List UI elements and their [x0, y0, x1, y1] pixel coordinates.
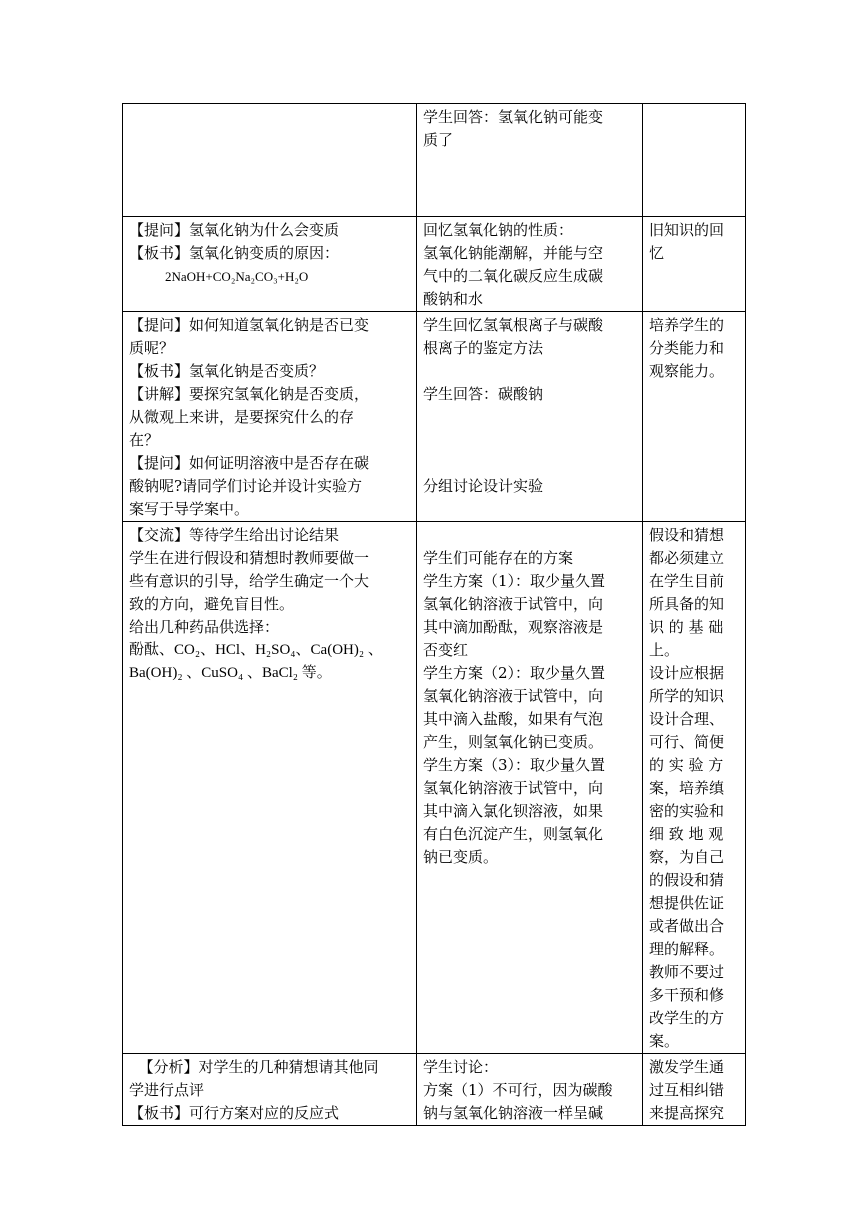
text-line: 质了 — [423, 131, 454, 149]
text-line: 想提供佐证 — [649, 894, 725, 912]
text-line: 理的解释。 — [649, 940, 725, 958]
text-line: 观察能力。 — [649, 362, 725, 380]
teacher-activity-cell — [123, 522, 417, 1054]
text-line: 酸钠呢?请同学们讨论并设计实验方 — [129, 477, 363, 495]
text-line: 所学的知识 — [649, 687, 725, 705]
chemical-equation: 2NaOH+CO₂Na₂CO₃+H₂O — [165, 269, 309, 284]
student-activity-cell — [417, 312, 643, 522]
text-line: 【板书】可行方案对应的反应式 — [129, 1104, 340, 1122]
text-line: 产生，则氢氧化钠已变质。 — [423, 733, 604, 751]
spacer — [423, 360, 638, 383]
text-line: 学生们可能存在的方案 — [423, 549, 574, 567]
design-purpose-cell — [643, 312, 746, 522]
text-line: 设计合理、 — [649, 710, 725, 728]
reagent-list: Ba(OH)₂ 、CuSO₄ 、BaCl₂ 等。 — [129, 665, 332, 681]
text-line: 上。 — [649, 641, 680, 659]
text-line: 改学生的方 — [649, 1009, 725, 1027]
table-row — [123, 522, 746, 1054]
text-line: 【板书】氢氧化钠是否变质？ — [129, 362, 325, 380]
text-line: 其中滴入氯化钡溶液，如果 — [423, 802, 604, 820]
student-activity-cell — [417, 217, 643, 312]
text-line: 【提问】氢氧化钠为什么会变质 — [129, 221, 340, 239]
text-line: 给出几种药品供选择： — [129, 618, 280, 636]
design-purpose-cell — [643, 1054, 746, 1126]
design-purpose-cell — [643, 217, 746, 312]
text-line: 假设和猜想 — [649, 526, 725, 544]
text-line: 的假设和猜 — [649, 871, 725, 889]
text-line: 钠已变质。 — [423, 848, 499, 866]
table-row — [123, 312, 746, 522]
text-line: 酸钠和水 — [423, 290, 484, 308]
text-line: 学生回答：氢氧化钠可能变 — [423, 108, 604, 126]
text-line: 学生方案（3）：取少量久置 — [423, 756, 606, 774]
teacher-activity-cell — [123, 312, 417, 522]
text-line: 所具备的知 — [649, 595, 725, 613]
text-line: 培养学生的 — [649, 316, 725, 334]
student-activity-cell — [417, 522, 643, 1054]
text-line: 否变红 — [423, 641, 469, 659]
text-line: 致的方向，避免盲目性。 — [129, 595, 295, 613]
text-line: 质呢？ — [129, 339, 175, 357]
text-line: 识 的 基 础 — [649, 618, 724, 636]
text-line: 来提高探究 — [649, 1104, 725, 1122]
spacer — [423, 406, 638, 429]
lesson-plan-table — [122, 103, 746, 1126]
text-line: 过互相纠错 — [649, 1081, 725, 1099]
text-line: 的 实 验 方 — [649, 756, 724, 774]
text-line: 分组讨论设计实验 — [423, 477, 544, 495]
reagent-list: 酚酞、CO₂、HCl、H₂SO₄、Ca(OH)₂ 、 — [129, 642, 383, 658]
text-line: 多干预和修 — [649, 986, 725, 1004]
text-line: 【板书】氢氧化钠变质的原因： — [129, 244, 340, 262]
text-line: 有白色沉淀产生，则氢氧化 — [423, 825, 604, 843]
text-line: 根离子的鉴定方法 — [423, 339, 544, 357]
text-line: 在？ — [129, 431, 160, 449]
text-line: 氢氧化钠溶液于试管中，向 — [423, 595, 604, 613]
text-line: 钠与氢氧化钠溶液一样呈碱 — [423, 1104, 604, 1122]
text-line: 学生方案（1）：取少量久置 — [423, 572, 606, 590]
text-line: 案，培养缜 — [649, 779, 725, 797]
text-line: 忆 — [649, 244, 665, 262]
text-line: 激发学生通 — [649, 1058, 725, 1076]
text-line: 或者做出合 — [649, 917, 725, 935]
text-line: 学生回答：碳酸钠 — [423, 385, 544, 403]
text-line: 学生讨论： — [423, 1058, 499, 1076]
text-line: 案。 — [649, 1032, 680, 1050]
spacer — [423, 452, 638, 475]
text-line: 其中滴入盐酸，如果有气泡 — [423, 710, 604, 728]
student-activity-cell — [417, 1054, 643, 1126]
design-purpose-cell — [643, 104, 746, 217]
table-row — [123, 1054, 746, 1126]
teacher-activity-cell — [123, 217, 417, 312]
text-line: 学生方案（2）：取少量久置 — [423, 664, 606, 682]
text-line: 旧知识的回 — [649, 221, 725, 239]
text-line: 【讲解】要探究氢氧化钠是否变质， — [129, 385, 370, 403]
teacher-activity-cell — [123, 104, 417, 217]
teacher-activity-cell — [123, 1054, 417, 1126]
table-row — [123, 217, 746, 312]
text-line: 些有意识的引导，给学生确定一个大 — [129, 572, 370, 590]
text-line: 教师不要过 — [649, 963, 725, 981]
text-line: 学进行点评 — [129, 1081, 205, 1099]
text-line: 学生在进行假设和猜想时教师要做一 — [129, 549, 370, 567]
text-line: 在学生目前 — [649, 572, 725, 590]
text-line: 其中滴加酚酞，观察溶液是 — [423, 618, 604, 636]
text-line: 学生回忆氢氧根离子与碳酸 — [423, 316, 604, 334]
text-line: 都必须建立 — [649, 549, 725, 567]
text-line: 从微观上来讲，是要探究什么的存 — [129, 408, 355, 426]
text-line: 氢氧化钠溶液于试管中，向 — [423, 687, 604, 705]
text-line: 氢氧化钠溶液于试管中，向 — [423, 779, 604, 797]
spacer — [423, 429, 638, 452]
table-row — [123, 104, 746, 217]
text-line: 【提问】如何知道氢氧化钠是否已变 — [129, 316, 370, 334]
text-line: 察，为自己 — [649, 848, 725, 866]
text-line: 【交流】等待学生给出讨论结果 — [129, 526, 340, 544]
text-line: 【分析】对学生的几种猜想请其他同 — [129, 1058, 379, 1076]
student-activity-cell — [417, 104, 643, 217]
spacer — [423, 524, 638, 547]
text-line: 密的实验和 — [649, 802, 725, 820]
text-line: 分类能力和 — [649, 339, 725, 357]
text-line: 设计应根据 — [649, 664, 725, 682]
text-line: 回忆氢氧化钠的性质： — [423, 221, 574, 239]
text-line: 【提问】如何证明溶液中是否存在碳 — [129, 454, 370, 472]
text-line: 细 致 地 观 — [649, 825, 724, 843]
text-line: 案写于导学案中。 — [129, 500, 250, 518]
text-line: 方案（1）不可行，因为碳酸 — [423, 1081, 613, 1099]
text-line: 可行、简便 — [649, 733, 725, 751]
text-line: 气中的二氧化碳反应生成碳 — [423, 267, 604, 285]
text-line: 氢氧化钠能潮解，并能与空 — [423, 244, 604, 262]
design-purpose-cell — [643, 522, 746, 1054]
